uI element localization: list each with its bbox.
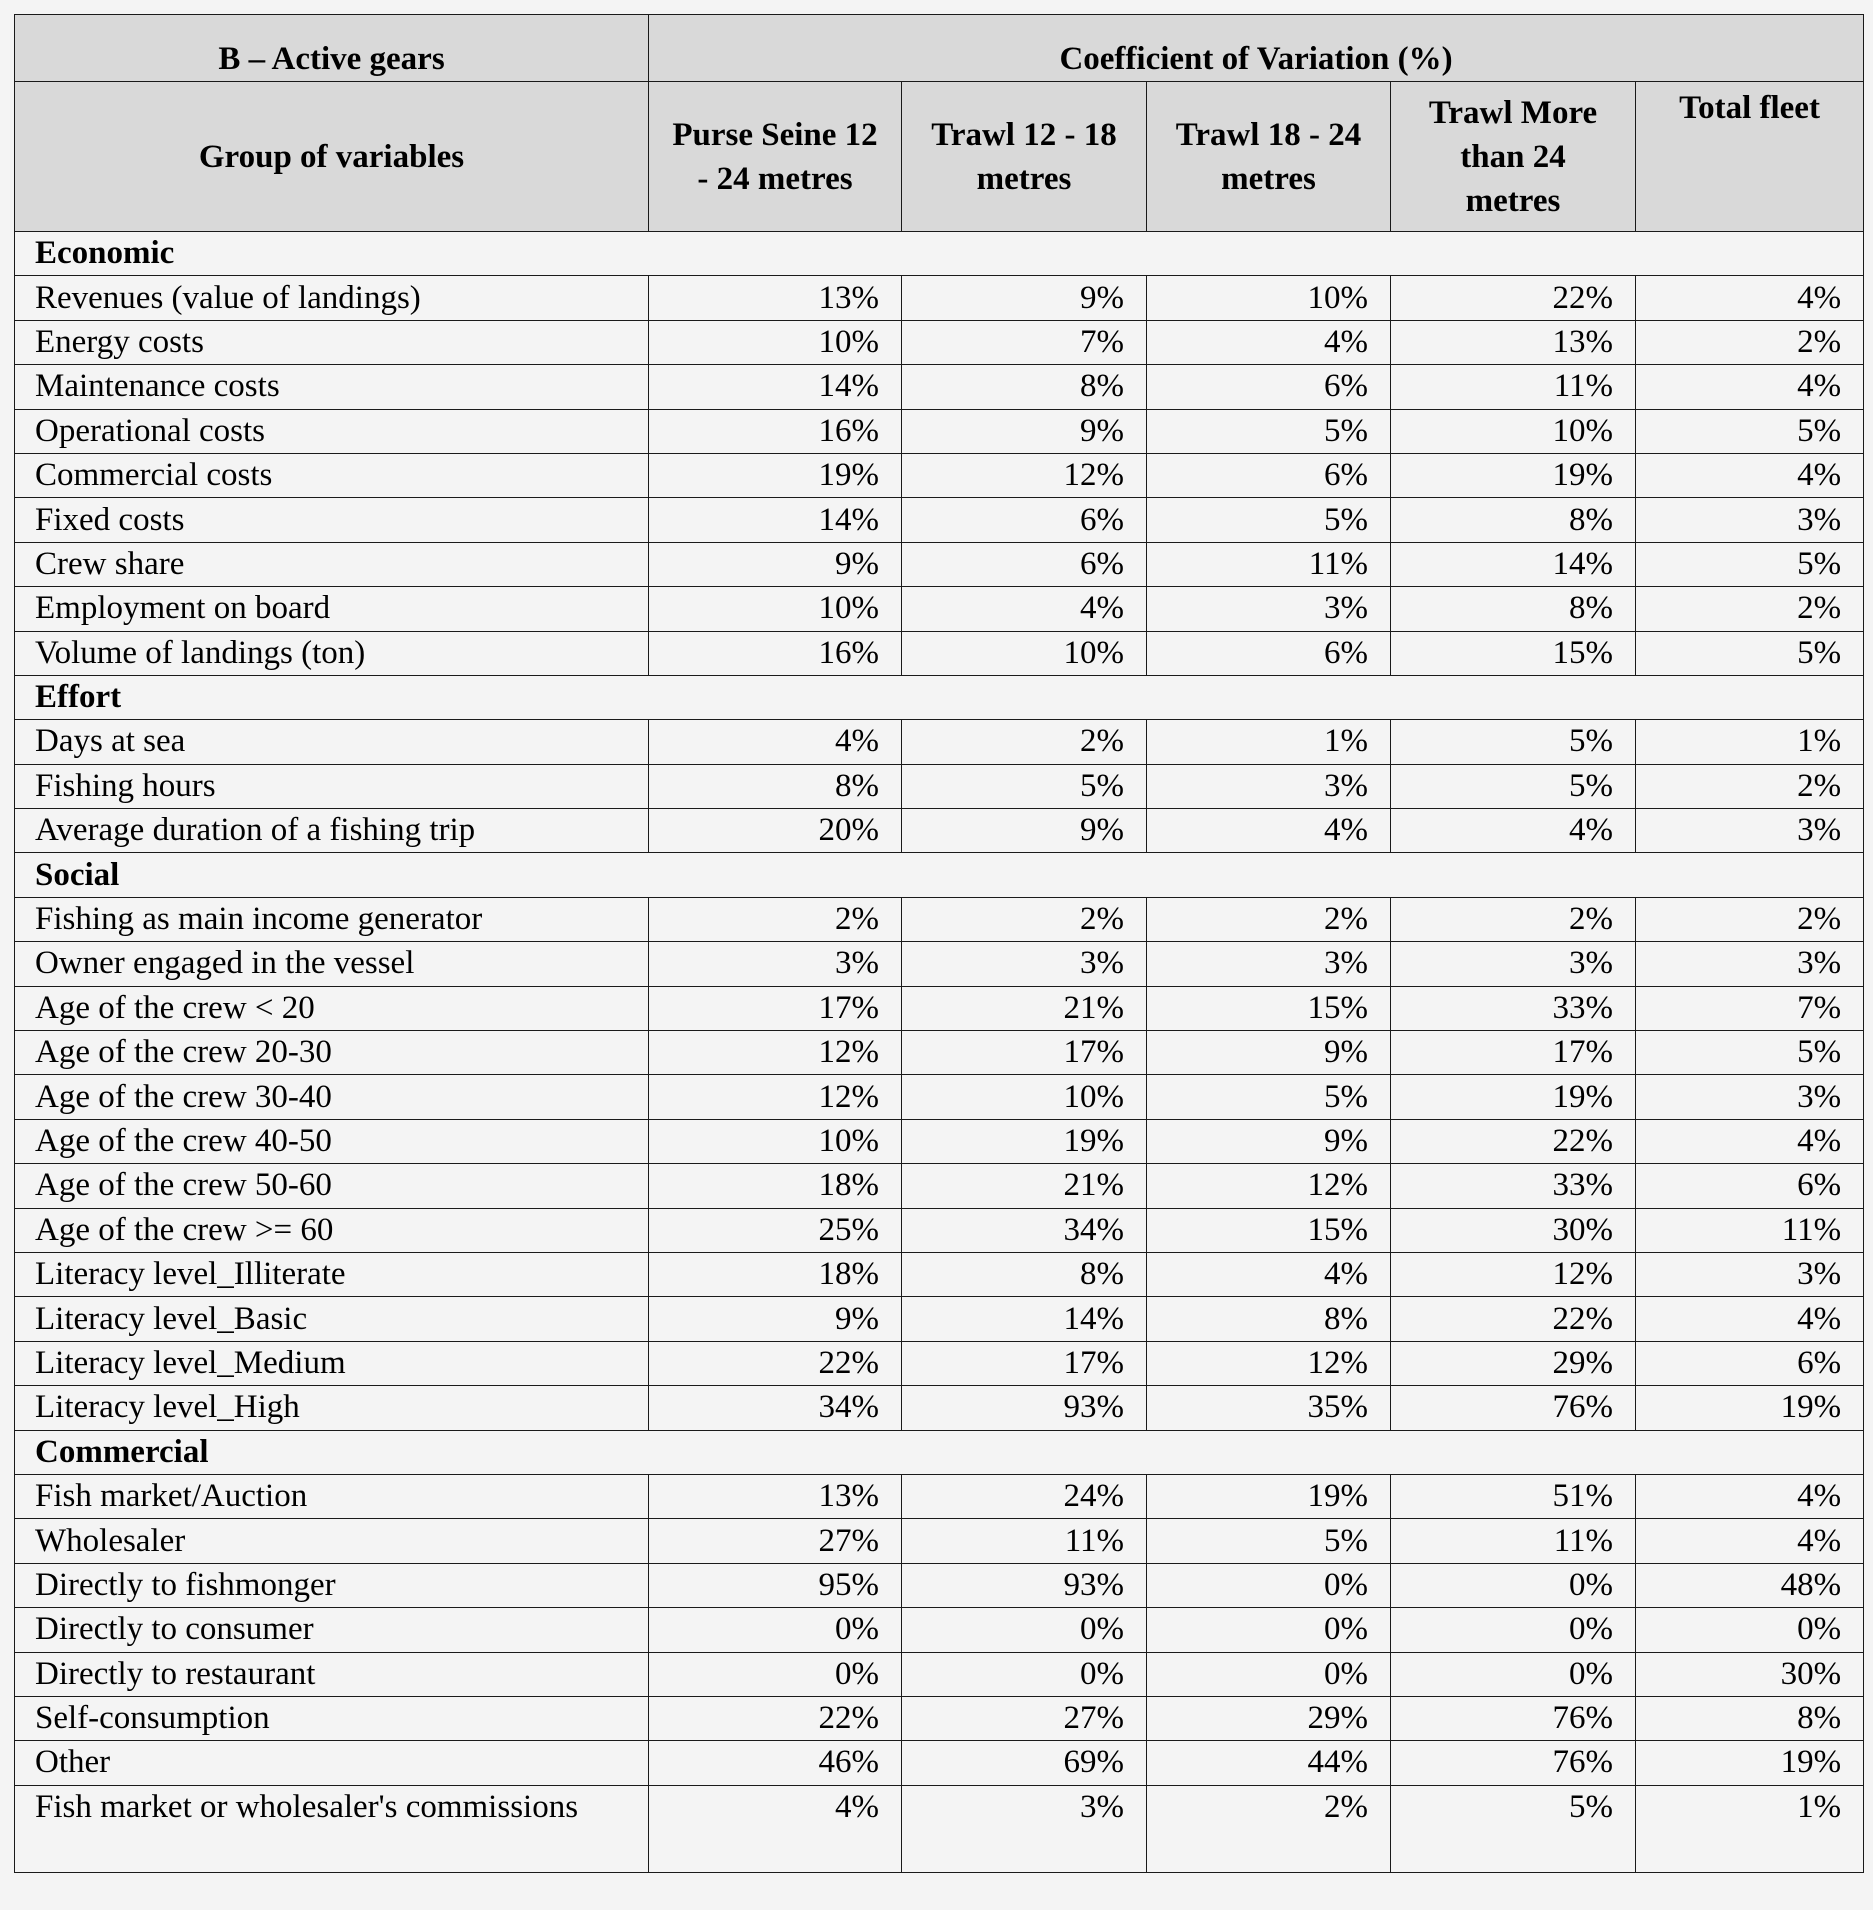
value-cell: 4% <box>1147 320 1391 364</box>
value-cell: 4% <box>1636 365 1864 409</box>
value-cell: 24% <box>902 1474 1147 1518</box>
value-cell: 11% <box>1636 1208 1864 1252</box>
value-cell: 8% <box>1391 498 1636 542</box>
value-cell: 34% <box>649 1386 902 1430</box>
group-empty-cell <box>1147 853 1391 897</box>
value-cell: 3% <box>902 1785 1147 1872</box>
value-cell: 0% <box>1636 1608 1864 1652</box>
value-cell: 11% <box>902 1519 1147 1563</box>
value-cell: 6% <box>1147 631 1391 675</box>
row-label: Literacy level_Illiterate <box>15 1252 649 1296</box>
table-row <box>15 1341 1864 1385</box>
group-label: Economic <box>15 232 649 276</box>
row-label: Other <box>15 1741 649 1785</box>
value-cell: 4% <box>1147 1252 1391 1296</box>
row-label: Literacy level_Medium <box>15 1341 649 1385</box>
value-cell: 3% <box>1147 764 1391 808</box>
value-cell: 0% <box>649 1608 902 1652</box>
value-cell: 10% <box>649 587 902 631</box>
value-cell: 17% <box>649 986 902 1030</box>
row-label: Fixed costs <box>15 498 649 542</box>
table-row <box>15 942 1864 986</box>
table-row <box>15 587 1864 631</box>
value-cell: 9% <box>902 409 1147 453</box>
table-row <box>15 453 1864 497</box>
row-label: Owner engaged in the vessel <box>15 942 649 986</box>
row-label: Fish market or wholesaler's commissions <box>15 1785 649 1872</box>
value-cell: 7% <box>902 320 1147 364</box>
value-cell: 4% <box>1636 1519 1864 1563</box>
group-row <box>15 853 1864 897</box>
value-cell: 22% <box>649 1341 902 1385</box>
value-cell: 19% <box>649 453 902 497</box>
value-cell: 2% <box>902 720 1147 764</box>
value-cell: 10% <box>902 631 1147 675</box>
value-cell: 14% <box>1391 542 1636 586</box>
value-cell: 12% <box>649 1031 902 1075</box>
value-cell: 3% <box>1636 1075 1864 1119</box>
value-cell: 29% <box>1147 1696 1391 1740</box>
value-cell: 5% <box>902 764 1147 808</box>
value-cell: 16% <box>649 409 902 453</box>
table-row <box>15 365 1864 409</box>
value-cell: 4% <box>902 587 1147 631</box>
group-empty-cell <box>1636 232 1864 276</box>
row-label: Directly to fishmonger <box>15 1563 649 1607</box>
value-cell: 27% <box>649 1519 902 1563</box>
value-cell: 76% <box>1391 1696 1636 1740</box>
value-cell: 5% <box>1147 1075 1391 1119</box>
row-label: Days at sea <box>15 720 649 764</box>
value-cell: 35% <box>1147 1386 1391 1430</box>
value-cell: 8% <box>1391 587 1636 631</box>
value-cell: 12% <box>902 453 1147 497</box>
value-cell: 4% <box>649 1785 902 1872</box>
value-cell: 18% <box>649 1252 902 1296</box>
value-cell: 4% <box>649 720 902 764</box>
value-cell: 4% <box>1636 1297 1864 1341</box>
group-row <box>15 232 1864 276</box>
group-empty-cell <box>902 675 1147 719</box>
table-row <box>15 1741 1864 1785</box>
value-cell: 11% <box>1391 1519 1636 1563</box>
value-cell: 9% <box>1147 1031 1391 1075</box>
row-label: Fishing as main income generator <box>15 897 649 941</box>
row-label: Age of the crew < 20 <box>15 986 649 1030</box>
group-label: Commercial <box>15 1430 649 1474</box>
value-cell: 19% <box>1147 1474 1391 1518</box>
value-cell: 17% <box>902 1341 1147 1385</box>
cv-table <box>14 14 1864 1873</box>
value-cell: 0% <box>902 1652 1147 1696</box>
value-cell: 10% <box>649 1119 902 1163</box>
value-cell: 3% <box>902 942 1147 986</box>
row-label: Revenues (value of landings) <box>15 276 649 320</box>
value-cell: 5% <box>1147 409 1391 453</box>
value-cell: 30% <box>1636 1652 1864 1696</box>
value-cell: 10% <box>1147 276 1391 320</box>
value-cell: 0% <box>649 1652 902 1696</box>
value-cell: 13% <box>649 276 902 320</box>
value-cell: 2% <box>1147 1785 1391 1872</box>
value-cell: 2% <box>902 897 1147 941</box>
table-row <box>15 1608 1864 1652</box>
value-cell: 6% <box>1636 1164 1864 1208</box>
group-empty-cell <box>1636 853 1864 897</box>
row-label: Fishing hours <box>15 764 649 808</box>
value-cell: 17% <box>902 1031 1147 1075</box>
value-cell: 16% <box>649 631 902 675</box>
group-empty-cell <box>1147 675 1391 719</box>
table-row <box>15 320 1864 364</box>
table-row <box>15 1652 1864 1696</box>
value-cell: 0% <box>1391 1563 1636 1607</box>
group-empty-cell <box>1391 232 1636 276</box>
value-cell: 4% <box>1391 809 1636 853</box>
value-cell: 2% <box>649 897 902 941</box>
value-cell: 2% <box>1391 897 1636 941</box>
value-cell: 12% <box>1147 1164 1391 1208</box>
table-row <box>15 498 1864 542</box>
row-label: Directly to consumer <box>15 1608 649 1652</box>
value-cell: 12% <box>1391 1252 1636 1296</box>
value-cell: 19% <box>1636 1741 1864 1785</box>
value-cell: 12% <box>1147 1341 1391 1385</box>
row-label: Maintenance costs <box>15 365 649 409</box>
value-cell: 19% <box>1391 1075 1636 1119</box>
group-empty-cell <box>1636 1430 1864 1474</box>
row-label: Age of the crew 50-60 <box>15 1164 649 1208</box>
table-body <box>15 232 1864 1873</box>
value-cell: 5% <box>1391 764 1636 808</box>
table-row <box>15 276 1864 320</box>
value-cell: 14% <box>649 365 902 409</box>
value-cell: 3% <box>649 942 902 986</box>
value-cell: 4% <box>1636 276 1864 320</box>
value-cell: 7% <box>1636 986 1864 1030</box>
value-cell: 46% <box>649 1741 902 1785</box>
group-empty-cell <box>1147 232 1391 276</box>
value-cell: 4% <box>1636 453 1864 497</box>
group-empty-cell <box>1391 675 1636 719</box>
value-cell: 33% <box>1391 1164 1636 1208</box>
row-label: Directly to restaurant <box>15 1652 649 1696</box>
value-cell: 5% <box>1636 409 1864 453</box>
value-cell: 14% <box>649 498 902 542</box>
value-cell: 76% <box>1391 1741 1636 1785</box>
row-label: Literacy level_Basic <box>15 1297 649 1341</box>
value-cell: 0% <box>1147 1652 1391 1696</box>
value-cell: 8% <box>902 365 1147 409</box>
value-cell: 0% <box>1391 1608 1636 1652</box>
value-cell: 4% <box>1147 809 1391 853</box>
table-row <box>15 1252 1864 1296</box>
group-label: Social <box>15 853 649 897</box>
value-cell: 19% <box>1391 453 1636 497</box>
column-header: Trawl 18 - 24 metres <box>1147 82 1391 232</box>
value-cell: 19% <box>1636 1386 1864 1430</box>
value-cell: 6% <box>902 542 1147 586</box>
value-cell: 5% <box>1391 720 1636 764</box>
column-header: Total fleet <box>1636 82 1864 232</box>
value-cell: 3% <box>1636 498 1864 542</box>
value-cell: 17% <box>1391 1031 1636 1075</box>
value-cell: 95% <box>649 1563 902 1607</box>
column-header: Purse Seine 12 - 24 metres <box>649 82 902 232</box>
value-cell: 51% <box>1391 1474 1636 1518</box>
value-cell: 25% <box>649 1208 902 1252</box>
value-cell: 5% <box>1147 498 1391 542</box>
group-empty-cell <box>649 853 902 897</box>
value-cell: 22% <box>1391 1297 1636 1341</box>
coef-header: Coefficient of Variation (%) <box>649 15 1864 82</box>
value-cell: 0% <box>1147 1563 1391 1607</box>
value-cell: 9% <box>649 542 902 586</box>
value-cell: 8% <box>902 1252 1147 1296</box>
value-cell: 5% <box>1636 542 1864 586</box>
value-cell: 10% <box>649 320 902 364</box>
table-row <box>15 720 1864 764</box>
value-cell: 12% <box>649 1075 902 1119</box>
table-row <box>15 1386 1864 1430</box>
table-row <box>15 1519 1864 1563</box>
row-label: Age of the crew 30-40 <box>15 1075 649 1119</box>
value-cell: 4% <box>1636 1119 1864 1163</box>
table-row <box>15 1696 1864 1740</box>
value-cell: 6% <box>1147 453 1391 497</box>
value-cell: 22% <box>1391 276 1636 320</box>
group-label: Effort <box>15 675 649 719</box>
row-label: Self-consumption <box>15 1696 649 1740</box>
value-cell: 9% <box>902 809 1147 853</box>
value-cell: 93% <box>902 1386 1147 1430</box>
row-label: Average duration of a fishing trip <box>15 809 649 853</box>
row-label: Age of the crew 40-50 <box>15 1119 649 1163</box>
value-cell: 3% <box>1147 942 1391 986</box>
value-cell: 3% <box>1636 809 1864 853</box>
value-cell: 18% <box>649 1164 902 1208</box>
value-cell: 48% <box>1636 1563 1864 1607</box>
table-row <box>15 542 1864 586</box>
corner-header: B – Active gears <box>15 15 649 82</box>
value-cell: 6% <box>902 498 1147 542</box>
value-cell: 4% <box>1636 1474 1864 1518</box>
value-cell: 2% <box>1636 764 1864 808</box>
table-row <box>15 1164 1864 1208</box>
value-cell: 6% <box>1636 1341 1864 1385</box>
table-row <box>15 986 1864 1030</box>
value-cell: 30% <box>1391 1208 1636 1252</box>
table-row <box>15 897 1864 941</box>
value-cell: 19% <box>902 1119 1147 1163</box>
value-cell: 44% <box>1147 1741 1391 1785</box>
group-empty-cell <box>902 853 1147 897</box>
row-label: Operational costs <box>15 409 649 453</box>
value-cell: 3% <box>1636 942 1864 986</box>
value-cell: 22% <box>649 1696 902 1740</box>
value-cell: 8% <box>649 764 902 808</box>
value-cell: 3% <box>1636 1252 1864 1296</box>
table-row <box>15 631 1864 675</box>
row-label: Wholesaler <box>15 1519 649 1563</box>
value-cell: 27% <box>902 1696 1147 1740</box>
value-cell: 2% <box>1636 897 1864 941</box>
value-cell: 22% <box>1391 1119 1636 1163</box>
value-cell: 11% <box>1391 365 1636 409</box>
value-cell: 8% <box>1636 1696 1864 1740</box>
value-cell: 76% <box>1391 1386 1636 1430</box>
value-cell: 3% <box>1147 587 1391 631</box>
row-label: Employment on board <box>15 587 649 631</box>
value-cell: 10% <box>1391 409 1636 453</box>
value-cell: 29% <box>1391 1341 1636 1385</box>
value-cell: 2% <box>1636 320 1864 364</box>
row-label: Commercial costs <box>15 453 649 497</box>
value-cell: 69% <box>902 1741 1147 1785</box>
column-header: Trawl More than 24 metres <box>1391 82 1636 232</box>
value-cell: 6% <box>1147 365 1391 409</box>
value-cell: 33% <box>1391 986 1636 1030</box>
value-cell: 14% <box>902 1297 1147 1341</box>
value-cell: 15% <box>1147 1208 1391 1252</box>
value-cell: 2% <box>1636 587 1864 631</box>
row-label: Fish market/Auction <box>15 1474 649 1518</box>
value-cell: 9% <box>649 1297 902 1341</box>
value-cell: 21% <box>902 986 1147 1030</box>
value-cell: 15% <box>1147 986 1391 1030</box>
group-row <box>15 1430 1864 1474</box>
table-row <box>15 1208 1864 1252</box>
group-empty-cell <box>649 1430 902 1474</box>
value-cell: 2% <box>1147 897 1391 941</box>
value-cell: 3% <box>1391 942 1636 986</box>
row-label: Age of the crew 20-30 <box>15 1031 649 1075</box>
value-cell: 20% <box>649 809 902 853</box>
group-empty-cell <box>902 232 1147 276</box>
table-row <box>15 809 1864 853</box>
group-empty-cell <box>1391 853 1636 897</box>
table-row <box>15 1075 1864 1119</box>
value-cell: 1% <box>1636 1785 1864 1872</box>
value-cell: 34% <box>902 1208 1147 1252</box>
group-empty-cell <box>1636 675 1864 719</box>
table-row <box>15 409 1864 453</box>
value-cell: 9% <box>902 276 1147 320</box>
group-empty-cell <box>1147 1430 1391 1474</box>
group-label-header: Group of variables <box>15 82 649 232</box>
value-cell: 0% <box>1391 1652 1636 1696</box>
group-empty-cell <box>902 1430 1147 1474</box>
value-cell: 21% <box>902 1164 1147 1208</box>
value-cell: 13% <box>649 1474 902 1518</box>
value-cell: 8% <box>1147 1297 1391 1341</box>
column-header: Trawl 12 - 18 metres <box>902 82 1147 232</box>
value-cell: 9% <box>1147 1119 1391 1163</box>
row-label: Volume of landings (ton) <box>15 631 649 675</box>
value-cell: 10% <box>902 1075 1147 1119</box>
table-row <box>15 1031 1864 1075</box>
table-row <box>15 1563 1864 1607</box>
value-cell: 0% <box>902 1608 1147 1652</box>
value-cell: 5% <box>1636 631 1864 675</box>
row-label: Literacy level_High <box>15 1386 649 1430</box>
row-label: Energy costs <box>15 320 649 364</box>
table-row <box>15 764 1864 808</box>
value-cell: 0% <box>1147 1608 1391 1652</box>
group-empty-cell <box>649 675 902 719</box>
value-cell: 1% <box>1147 720 1391 764</box>
table-row <box>15 1474 1864 1518</box>
value-cell: 5% <box>1391 1785 1636 1872</box>
value-cell: 1% <box>1636 720 1864 764</box>
value-cell: 13% <box>1391 320 1636 364</box>
row-label: Age of the crew >= 60 <box>15 1208 649 1252</box>
group-empty-cell <box>1391 1430 1636 1474</box>
value-cell: 11% <box>1147 542 1391 586</box>
row-label: Crew share <box>15 542 649 586</box>
value-cell: 5% <box>1147 1519 1391 1563</box>
value-cell: 15% <box>1391 631 1636 675</box>
table-row <box>15 1785 1864 1872</box>
group-row <box>15 675 1864 719</box>
value-cell: 5% <box>1636 1031 1864 1075</box>
group-empty-cell <box>649 232 902 276</box>
value-cell: 93% <box>902 1563 1147 1607</box>
table-row <box>15 1297 1864 1341</box>
table-row <box>15 1119 1864 1163</box>
